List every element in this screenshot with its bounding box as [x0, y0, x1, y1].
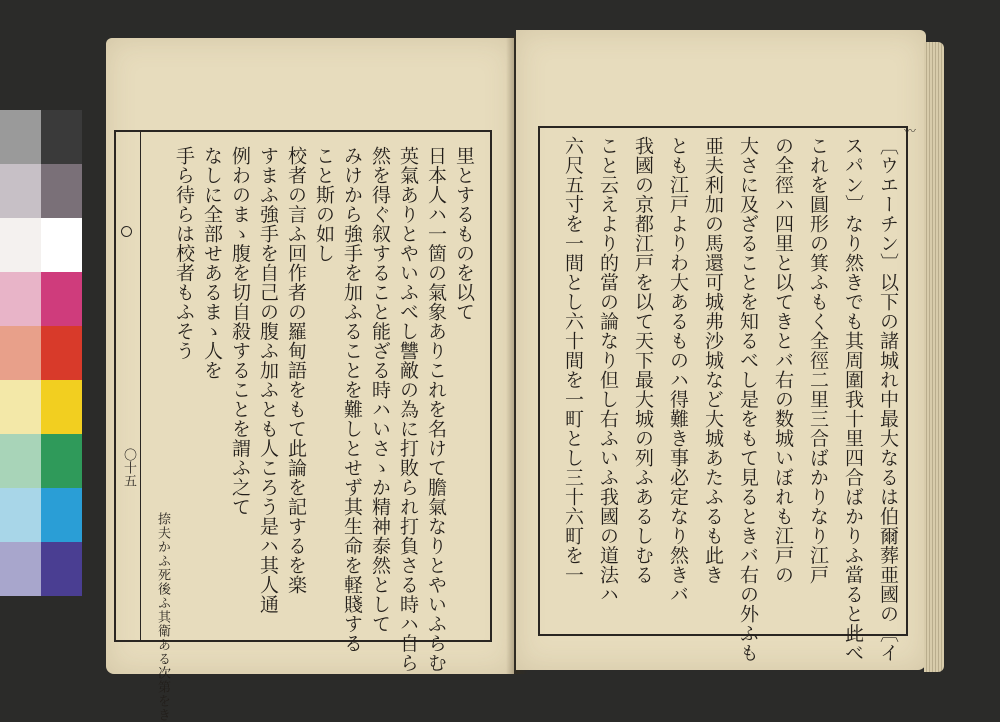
- color-swatch: [0, 218, 41, 272]
- color-swatch: [0, 434, 41, 488]
- left-text-column: 日本人ハ一箇の氣象ありこれを名けて膽氣なりとやいふらむ: [425, 146, 447, 673]
- color-swatch: [41, 542, 82, 596]
- swatch-row: [0, 326, 82, 380]
- swatch-row: [0, 272, 82, 326]
- color-swatch: [41, 380, 82, 434]
- right-text-column: 〔ウエーチン〕以下の諸城れ中最大なるは伯爾葬亜國の〔イ: [877, 136, 899, 663]
- swatch-row: [0, 542, 82, 596]
- circle-mark-icon: [121, 226, 132, 237]
- right-text-column: 我國の京都江戸を以て天下最大城の列ふあるしむる: [632, 136, 654, 585]
- right-text-column: 六尺五寸を一間とし六十間を一町とし三十六町を一: [562, 136, 584, 585]
- swatch-row: [0, 218, 82, 272]
- color-swatch: [41, 164, 82, 218]
- page-edges: [924, 42, 944, 672]
- color-swatch: [0, 488, 41, 542]
- color-swatch: [0, 326, 41, 380]
- color-swatch: [41, 326, 82, 380]
- color-calibration-strip: [0, 110, 82, 596]
- marginal-note: 捺夫かふ死後ふ其衛ある次第をき: [155, 512, 170, 722]
- left-text-column: 例わのまゝ腹を切自殺することを謂ふ之て: [229, 146, 251, 517]
- left-text-column: 里とするものを以て: [453, 146, 475, 322]
- right-text-column: 大さに及ざることを知るべし是をもて見るときバ右の外ふも: [737, 136, 759, 663]
- left-text-column: 英氣ありとやいふべし讐敵の為に打敗られ打負さる時ハ自ら: [397, 146, 419, 673]
- color-swatch: [0, 110, 41, 164]
- color-swatch: [41, 434, 82, 488]
- wave-mark-icon: 〰: [904, 124, 917, 138]
- right-text-column: こと云えより的當の論なり但し右ふいふ我國の道法ハ: [597, 136, 619, 604]
- color-swatch: [0, 380, 41, 434]
- color-swatch: [0, 542, 41, 596]
- right-text-column: 亜夫利加の馬還可城弗沙城など大城あたふるも此き: [702, 136, 724, 585]
- color-swatch: [41, 218, 82, 272]
- right-text-frame: [538, 126, 908, 663]
- left-text-column: みけから強手を加ふることを難しとせず其生命を軽賤する: [341, 146, 363, 653]
- left-text-column: 然を得ぐ叙すること能ざる時ハいさゝか精神泰然として: [369, 146, 391, 634]
- right-text-column: これを圓形の箕ふもく全徑二里三合ばかりなり江戸: [807, 136, 829, 585]
- left-text-frame: [114, 130, 492, 722]
- swatch-row: [0, 488, 82, 542]
- swatch-row: [0, 164, 82, 218]
- swatch-row: [0, 380, 82, 434]
- swatch-row: [0, 110, 82, 164]
- left-text-column: すまふ強手を自己の腹ふ加ふとも人ころう是ハ其人通: [257, 146, 279, 614]
- left-text-column: こと斯の如し: [313, 146, 335, 263]
- right-text-column: の全徑ハ四里と以てきとバ右の数城いぼれも江戸の: [772, 136, 794, 585]
- page-number: 〇十五: [121, 448, 136, 487]
- right-text-column: スパン〕なり然きでも其周圍我十里四合ばかりふ當ると此べ: [842, 136, 864, 663]
- color-swatch: [41, 110, 82, 164]
- color-swatch: [0, 164, 41, 218]
- center-margin-column: [116, 132, 141, 640]
- left-text-column: 校者の言ふ回作者の羅甸語をもて此論を記するを楽: [285, 146, 307, 595]
- left-text-column: なしに全部せあるまゝ人を: [201, 146, 223, 380]
- color-swatch: [41, 272, 82, 326]
- open-book: [106, 30, 946, 722]
- left-text-column: 手ら待らは校者もふそう: [173, 146, 195, 361]
- color-swatch: [0, 272, 41, 326]
- left-page: [106, 38, 514, 722]
- color-swatch: [41, 488, 82, 542]
- right-page: [516, 30, 926, 670]
- right-text-column: とも江戸よりわ大あるものハ得難き事必定なり然きバ: [667, 136, 689, 604]
- swatch-row: [0, 434, 82, 488]
